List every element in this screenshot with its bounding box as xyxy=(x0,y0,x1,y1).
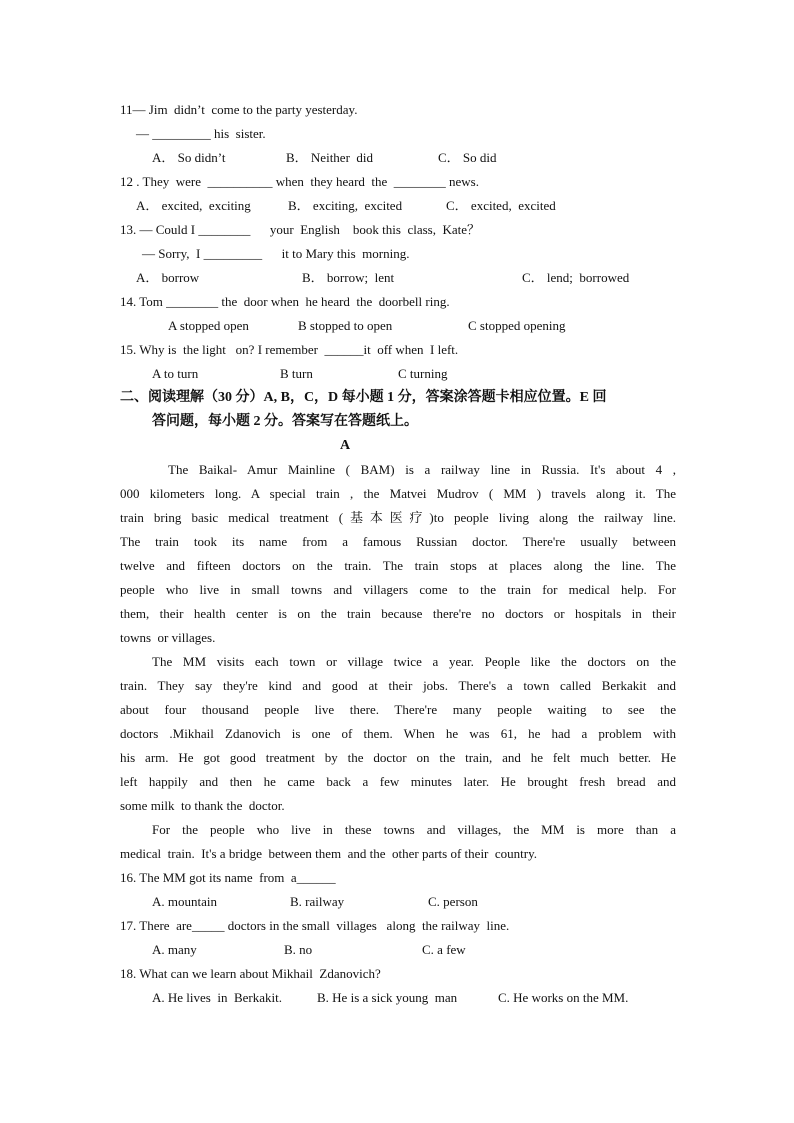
section-heading: 二、阅读理解（30 分）A, B，C，D 每小题 1 分，答案涂答题卡相应位置。E 回 xyxy=(120,390,607,405)
q18-option-a: A. He lives in Berkakit. xyxy=(152,990,282,1005)
q13-option-a: A． borrow xyxy=(136,270,200,285)
q16-option-a: A. mountain xyxy=(152,894,217,909)
passage-p1-line: The Baikal- Amur Mainline ( BAM) is a railway line in Russia. It's about 4 , xyxy=(168,462,676,477)
passage-p1-line: 000 kilometers long. A special train , the Matvei Mudrov ( MM ) travels along it. The xyxy=(120,486,676,501)
passage-p3-line: For the people who live in these towns and villages, the MM is more than a xyxy=(152,822,676,837)
q17-option-a: A. many xyxy=(152,942,197,957)
q17-option-b: B. no xyxy=(284,942,313,957)
q15-option-c: C turning xyxy=(398,366,448,381)
q14-option-a: A stopped open xyxy=(168,318,249,333)
passage-p2-line: doctors .Mikhail Zdanovich is one of them. When he was 61, he had a problem with xyxy=(120,726,676,741)
q11-option-b: B． Neither did xyxy=(286,150,374,165)
q15-stem: 15. Why is the light on? I remember ______it off when I left. xyxy=(120,342,459,357)
q18-option-b: B. He is a sick young man xyxy=(317,990,458,1005)
q11-option-a: A． So didn’t xyxy=(152,150,226,165)
q18-option-c: C. He works on the MM. xyxy=(498,990,629,1005)
q16-option-c: C. person xyxy=(428,894,478,909)
q18-stem: 18. What can we learn about Mikhail Zdanovich? xyxy=(120,966,381,981)
passage-p2-line: some milk to thank the doctor. xyxy=(120,798,285,813)
passage-p1-line: train bring basic medical treatment (基本医疗)to people living along the railway line. xyxy=(120,510,676,525)
q11-reply: — _________ his sister. xyxy=(136,126,266,141)
passage-p2-line: train. They say they're kind and good at their jobs. There's a town called Berkakit and xyxy=(120,678,676,693)
q16-option-b: B. railway xyxy=(290,894,345,909)
passage-p3-line: medical train. It's a bridge between them and the other parts of their country. xyxy=(120,846,537,861)
q16-stem: 16. The MM got its name from a______ xyxy=(120,870,336,885)
passage-p2-line: The MM visits each town or village twice a year. People like the doctors on the xyxy=(152,654,676,669)
q12-option-c: C． excited, excited xyxy=(446,198,556,213)
passage-p1-line: The train took its name from a famous Russian doctor. There're usually between xyxy=(120,534,676,549)
q11-stem: 11— Jim didn’t come to the party yesterday. xyxy=(120,102,358,117)
q12-stem: 12 . They were __________ when they heard the ________ news. xyxy=(120,174,479,189)
q12-option-b: B． exciting, excited xyxy=(288,198,403,213)
q11-option-c: C． So did xyxy=(438,150,497,165)
section-heading-cont: 答问题，每小题 2 分。答案写在答题纸上。 xyxy=(152,414,418,429)
q15-option-b: B turn xyxy=(280,366,313,381)
passage-p2-line: his arm. He got good treatment by the doctor on the train, and he felt much better. He xyxy=(120,750,676,765)
passage-p1-line: twelve and fifteen doctors on the train. The train stops at places along the line. The xyxy=(120,558,676,573)
q12-option-a: A． excited, exciting xyxy=(136,198,251,213)
passage-p2-line: left happily and then he came back a few minutes later. He brought fresh bread and xyxy=(120,774,676,789)
passage-p1-line: people who live in small towns and villagers come to the train for medical help. For xyxy=(120,582,676,597)
q14-option-b: B stopped to open xyxy=(298,318,393,333)
q15-option-a: A to turn xyxy=(152,366,199,381)
q17-option-c: C. a few xyxy=(422,942,466,957)
q14-stem: 14. Tom ________ the door when he heard the doorbell ring. xyxy=(120,294,450,309)
q14-option-c: C stopped opening xyxy=(468,318,566,333)
passage-p1-line: towns or villages. xyxy=(120,630,216,645)
q13-reply: — Sorry, I _________ it to Mary this morning. xyxy=(142,246,410,261)
q13-option-c: C． lend; borrowed xyxy=(522,270,630,285)
passage-label: A xyxy=(340,438,351,453)
q13-stem: 13. — Could I ________ your English book this class, Kate？ xyxy=(120,222,481,237)
q13-option-b: B． borrow; lent xyxy=(302,270,395,285)
q17-stem: 17. There are_____ doctors in the small villages along the railway line. xyxy=(120,918,510,933)
passage-p2-line: about four thousand people live there. There're many people waiting to see the xyxy=(120,702,676,717)
passage-p1-line: them, their health center is on the train because there're no doctors or hospitals in their xyxy=(120,606,676,621)
